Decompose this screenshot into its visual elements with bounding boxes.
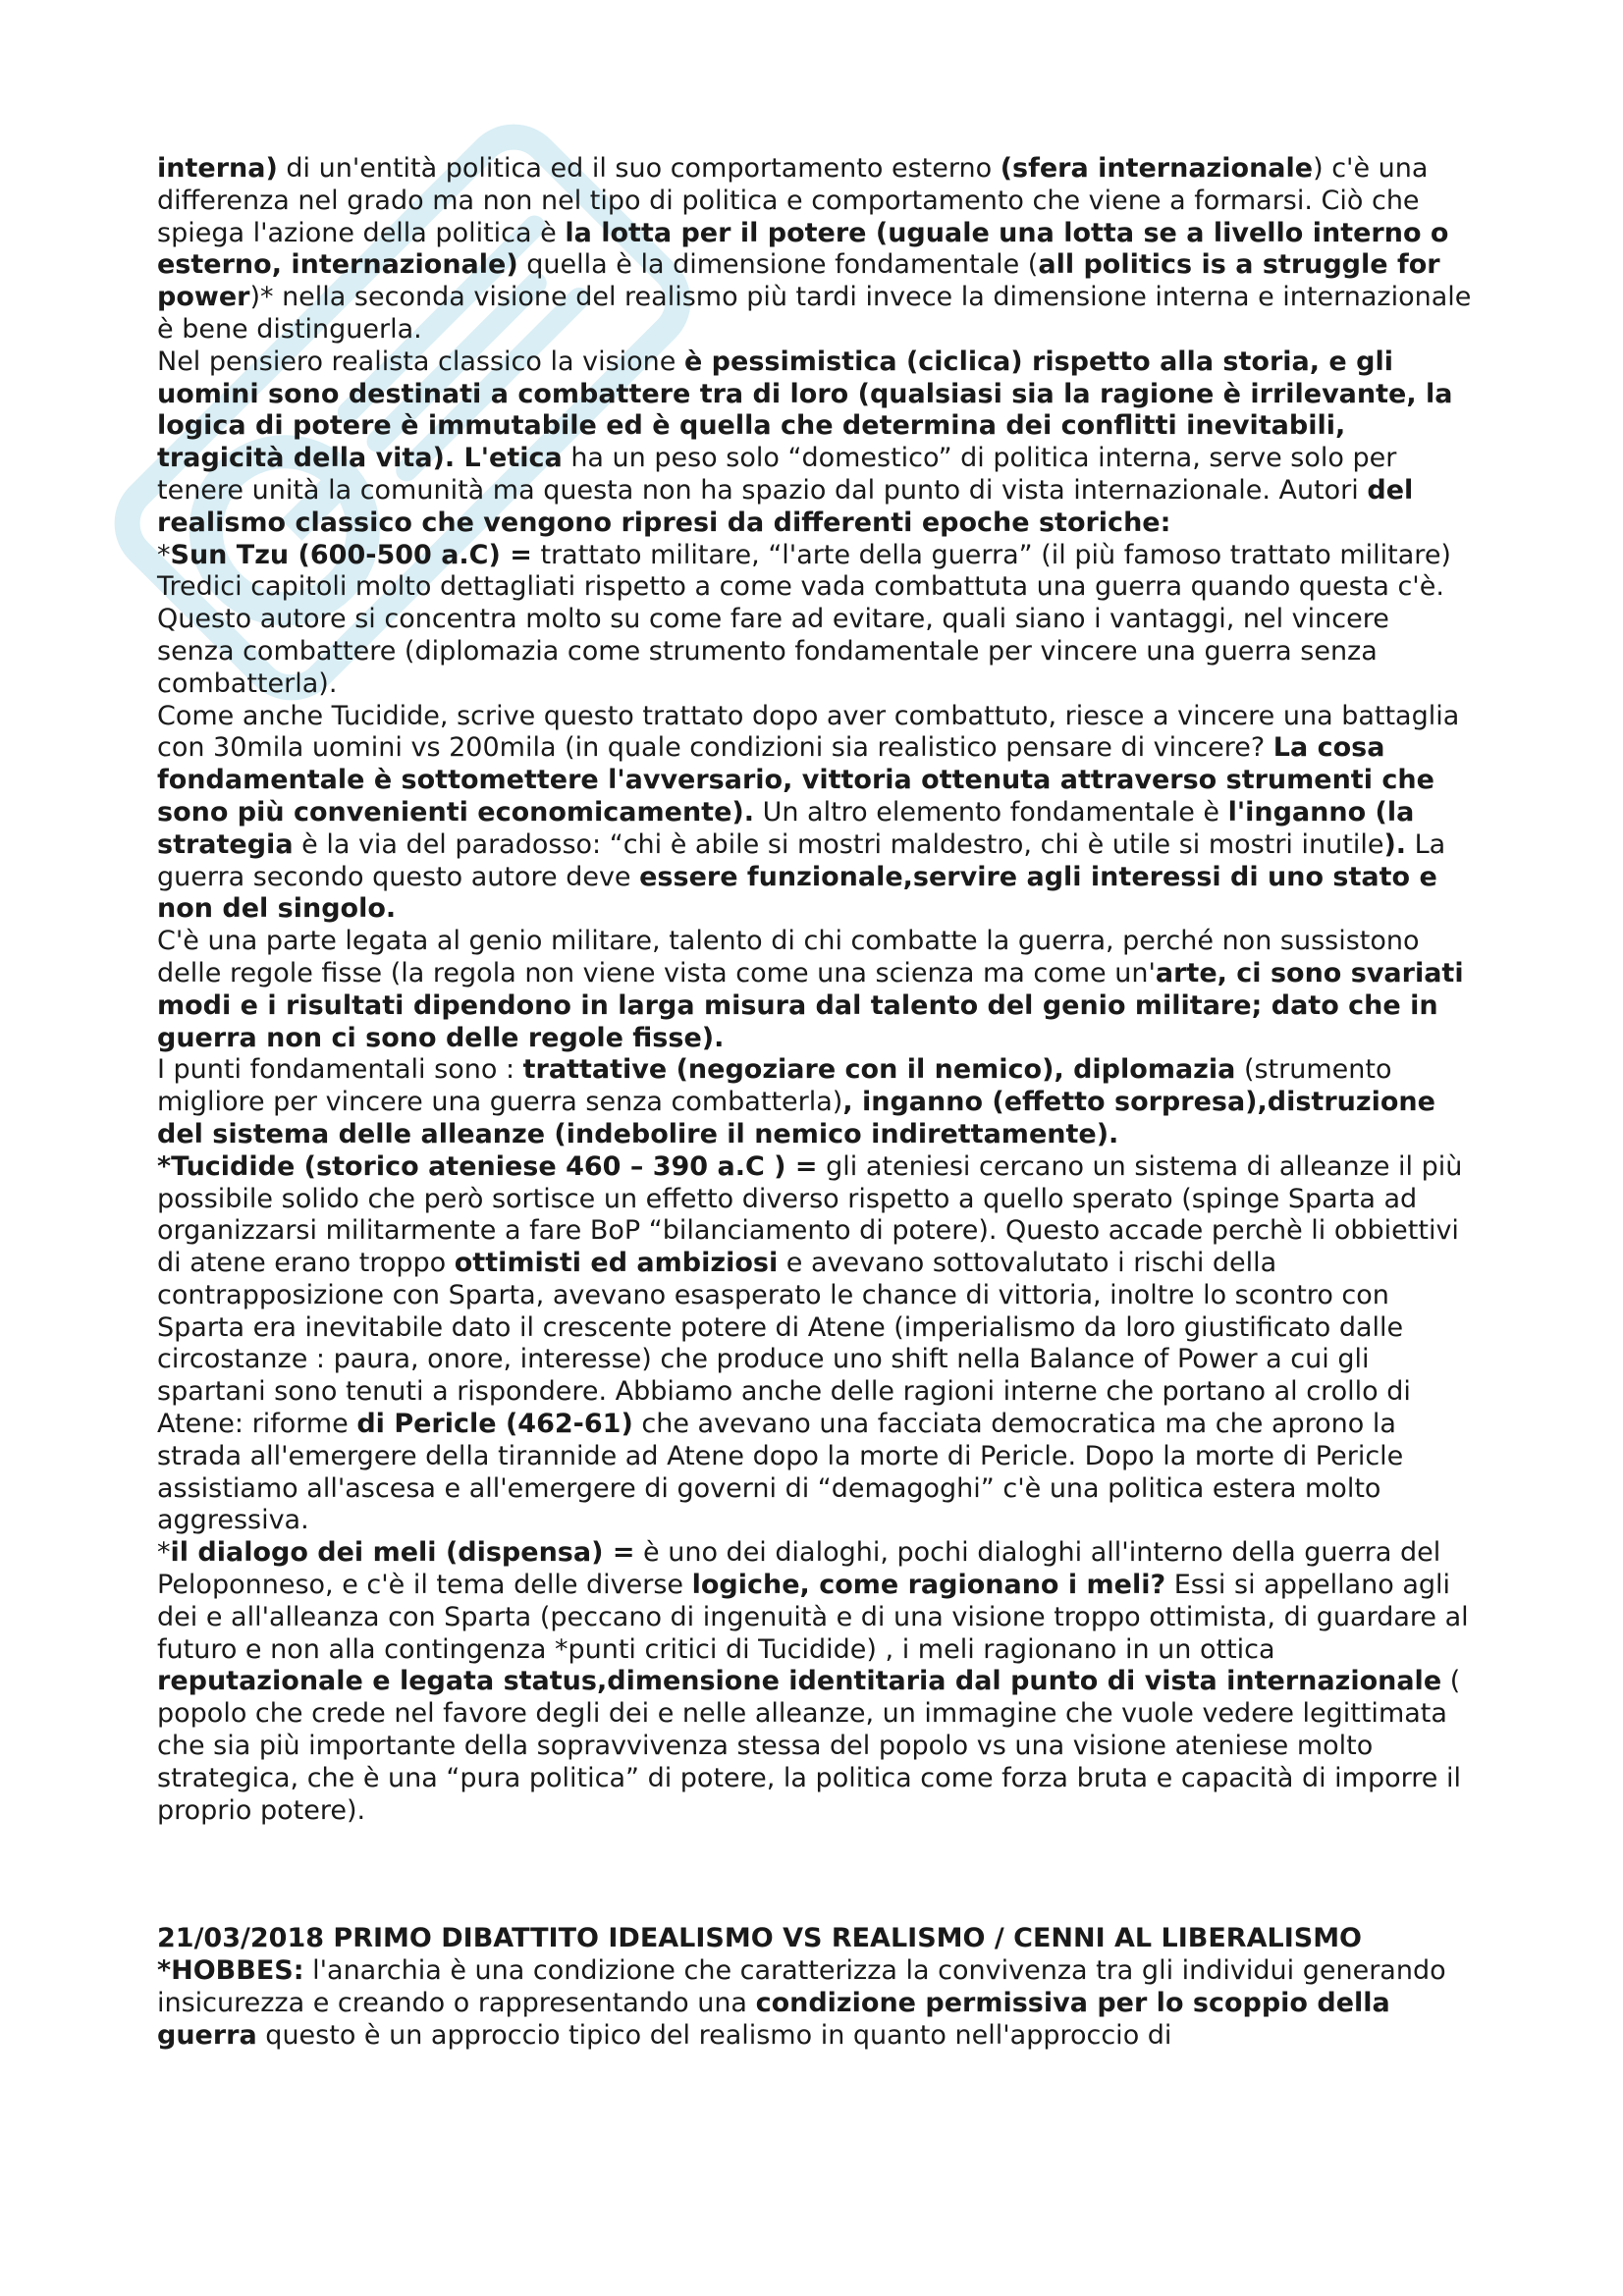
- bold-text: (sfera internazionale: [1000, 153, 1314, 184]
- bold-text: , inganno (effetto sorpresa),distruzione del sistema delle alleanze (indebolire il nemico indirettamente).: [157, 1087, 1435, 1149]
- text-run: ) c'è una differenza nel grado ma non nel tipo di politica e comportamento che viene a formarsi. Ciò che spiega l'azione della politica è: [157, 153, 1429, 248]
- text-run: quella è la dimensione fondamentale (: [517, 249, 1039, 281]
- text-run: di un'entità politica ed il suo comportamento esterno: [277, 153, 1001, 184]
- section-spacer: [157, 1827, 1473, 1923]
- bold-text: del realismo classico che vengono ripresi da differenti epoche storiche:: [157, 474, 1414, 538]
- text-run: I punti fondamentali sono :: [157, 1054, 523, 1086]
- text-run: Questo autore si concentra molto su come fare ad evitare, quali siano i vantaggi, nel vincere senza combattere (diplomazia come strumento fondamentale per vincere una guerra senza combatterla).: [157, 604, 1389, 699]
- text-run: e avevano sottovalutato i rischi della contrapposizione con Sparta, avevano esasperato le chance di vittoria, inoltre lo scontro con Sparta era inevitabile dato il crescente potere di Atene (imperialismo da loro giustificato dalle circostanze : paura, onore, interesse) che produce uno shift nella Balance of Power a cui gli spartani sono tenuti a rispondere. Abbiamo anche delle ragioni interne che portano al crollo di Atene: riforme: [157, 1248, 1411, 1440]
- text-run: l'anarchia è una condizione che caratterizza la convivenza tra gli individui generando insicurezza e creando o rappresentando una: [157, 1955, 1446, 2019]
- text-run: è la via del paradosso: “chi è abile si mostri maldestro, chi è utile si mostri inutile: [293, 828, 1384, 860]
- bold-text: *Tucidide (storico ateniese 460 – 390 a.C ) =: [157, 1150, 818, 1182]
- text-run: *: [157, 539, 171, 570]
- bold-text: 21/03/2018 PRIMO DIBATTITO IDEALISMO VS REALISMO / CENNI AL LIBERALISMO: [157, 1923, 1363, 1954]
- document-body: [157, 153, 1473, 2053]
- bold-text: logiche, come ragionano i meli?: [691, 1570, 1166, 1601]
- bold-text: ).: [1383, 828, 1407, 860]
- text-run: La guerra secondo questo autore deve: [157, 828, 1446, 892]
- text-run: gli ateniesi cercano un sistema di alleanze il più possibile solido che però sortisce un effetto diverso rispetto a quello sperato (spinge Sparta ad organizzarsi militarmente a fare BoP “bilanciamento di potere). Questo accade perchè li obbiettivi di atene erano troppo: [157, 1150, 1463, 1279]
- bold-text: interna): [157, 153, 278, 184]
- paragraph: [157, 1955, 1473, 2052]
- bold-text: condizione permissiva per lo scoppio della guerra: [157, 1988, 1390, 2051]
- text-run: questo è un approccio tipico del realismo in quanto nell'approccio di: [256, 2019, 1172, 2051]
- bold-text: all politics is a struggle for power: [157, 249, 1440, 313]
- bold-text: ottimisti ed ambiziosi: [454, 1248, 779, 1279]
- text-run: Tredici capitoli molto dettagliati rispetto a come vada combattuta una guerra quando questa c'è.: [157, 571, 1444, 603]
- bold-text: Sun Tzu (600-500 a.C) =: [170, 539, 532, 570]
- text-run: Come anche Tucidide, scrive questo trattato dopo aver combattuto, riesce a vincere una battaglia con 30mila uomini vs 200mila (in quale condizioni sia realistico pensare di vincere?: [157, 700, 1460, 764]
- text-run: Essi si appellano agli dei e all'alleanza con Sparta (peccano di ingenuità e di una visione troppo ottimista, di guardare al futuro e non alla contingenza *punti critici di Tucidide) , i meli ragionano in un ottica: [157, 1570, 1469, 1665]
- text-run: trattato militare, “l'arte della guerra” (il più famoso trattato militare): [531, 539, 1451, 570]
- bold-text: di Pericle (462-61): [356, 1409, 633, 1440]
- bold-text: l'inganno (la strategia: [157, 796, 1415, 860]
- text-run: (strumento migliore per vincere una guerra senza combatterla): [157, 1054, 1392, 1118]
- text-run: è uno dei dialoghi, pochi dialoghi all'interno della guerra del Peloponneso, e c'è il tema delle diverse: [157, 1537, 1441, 1601]
- paragraph: [157, 153, 1473, 347]
- text-run: *: [157, 1537, 171, 1569]
- paragraph: [157, 571, 1473, 604]
- text-run: ha un peso solo “domestico” di politica interna, serve solo per tenere unità la comunità ma questa non ha spazio dal punto di vista internazionale. Autori: [157, 443, 1397, 506]
- bold-text: è pessimistica (ciclica) rispetto alla storia, e gli uomini sono destinati a combattere tra di loro (qualsiasi sia la ragione è irrilevante, la logica di potere è immutabile ed è quella che determina dei conflitti inevitabili, tragicità della vita). L'etica: [157, 346, 1453, 474]
- bold-text: arte, ci sono svariati modi e i risultati dipendono in larga misura dal talento del genio militare; dato che in guerra non ci sono delle regole fisse).: [157, 957, 1464, 1053]
- paragraph: [157, 1054, 1473, 1150]
- bold-text: *HOBBES:: [157, 1955, 304, 1987]
- paragraph: [157, 1151, 1473, 1538]
- paragraph: [157, 347, 1473, 540]
- paragraph: [157, 1923, 1473, 1955]
- paragraph: [157, 540, 1473, 572]
- text-run: Nel pensiero realista classico la visione: [157, 346, 684, 377]
- paragraph: [157, 604, 1473, 700]
- paragraph: [157, 701, 1473, 927]
- text-run: C'è una parte legata al genio militare, talento di chi combatte la guerra, perché non sussistono delle regole fisse (la regola non viene vista come una scienza ma come un': [157, 926, 1420, 988]
- paragraph: [157, 1537, 1473, 1827]
- bold-text: essere funzionale,servire agli interessi di uno stato e non del singolo.: [157, 861, 1437, 925]
- text-run: )* nella seconda visione del realismo più tardi invece la dimensione interna e internazionale è bene distinguerla.: [157, 282, 1472, 345]
- bold-text: La cosa fondamentale è sottomettere l'avversario, vittoria ottenuta attraverso strumenti che sono più convenienti economicamente).: [157, 732, 1434, 828]
- text-run: ( popolo che crede nel favore degli dei e nelle alleanze, un immagine che vuole vedere legittimata che sia più importante della sopravvivenza stessa del popolo vs una visione ateniese molto strategica, che è una “pura politica” di potere, la politica come forza bruta e capacità di imporre il proprio potere).: [157, 1666, 1461, 1826]
- bold-text: la lotta per il potere (uguale una lotta se a livello interno o esterno, internazionale): [157, 217, 1449, 281]
- text-run: Un altro elemento fondamentale è: [754, 796, 1228, 828]
- bold-text: il dialogo dei meli (dispensa) =: [170, 1537, 635, 1569]
- bold-text: trattative (negoziare con il nemico), diplomazia: [522, 1054, 1236, 1086]
- paragraph: [157, 926, 1473, 1054]
- bold-text: reputazionale e legata status,dimensione identitaria dal punto di vista internazionale: [157, 1666, 1442, 1697]
- text-run: che avevano una facciata democratica ma che aprono la strada all'emergere della tirannide ad Atene dopo la morte di Pericle. Dopo la morte di Pericle assistiamo all'ascesa e all'emergere di governi di “demagoghi” c'è una politica estera molto aggressiva.: [157, 1409, 1404, 1536]
